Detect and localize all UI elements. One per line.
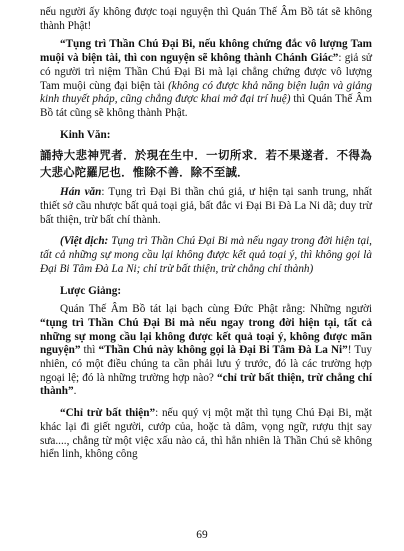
chanting-vow-text: : giả sử có người trì niệm Thần Chú Đại Bi mà lại chẳng chứng được vô lượng Tam muội cùng đại biện tài [40,52,372,92]
commentary-text-4: . [73,385,77,398]
commentary-text-1: Quán Thế Âm Bồ tát lại bạch cùng Đức Phật rằng: Những người [60,303,372,316]
intro-paragraph: nếu người ấy không được toại nguyện thì Quán Thế Âm Bồ tát sẽ không thành Phật! [40,6,372,32]
translation-label: (Việt dịch: [60,235,109,248]
commentary-quote-2: “Thần Chú này không gọi là Đại Bi Tâm Đà La Ni” [98,344,348,357]
commentary-text-3: ! Tuy nhiên, có một điều chúng ta cần phải lưu ý trước, đó là các trường hợp ngoại lệ; đó là những trường hợp nào? [40,344,373,384]
sutra-chinese-text: 誦持大悲神咒者．於現在生中．一切所求．若不果遂者．不得為大悲心陀羅尼也．惟除不善．除不至誠． [40,148,372,180]
exception-paragraph [40,407,372,462]
exception-quote: “Chỉ trừ bất thiện” [60,407,156,420]
chanting-vow-tail: thì Quán Thế Âm Bồ tát cũng sẽ không thành Phật. [40,93,373,119]
translation-text: Tụng trì Thần Chú Đại Bi mà nếu ngay trong đời hiện tại, tất cả những sự mong cầu lại không được kết quả toại ý, thì không gọi là Đại Bi Tâm Đà La Ni; chỉ trừ bất thiện, trừ chẳng chí thành) [40,235,372,275]
chanting-vow-paragraph [40,38,372,120]
commentary-quote-3: “chỉ trừ bất thiện, trừ chẳng chí thành” [40,371,372,398]
translation-paragraph [40,235,372,276]
commentary-heading: Lược Giảng: [60,284,122,297]
transliteration-label: Hán văn [60,186,102,199]
commentary-text-2: thì [80,344,99,357]
chanting-vow-note: (không có được khả năng biện luận và giảng kinh thuyết pháp, cũng chẳng được khai mở đại trí huệ) [40,79,373,106]
page-number: 69 [196,529,208,542]
transliteration-paragraph [40,186,372,227]
exception-text: : nếu quý vị một mặt thì tụng Chú Đại Bi, mặt khác lại đi giết người, cướp của, hoặc tà dâm, vọng ngữ, rượu thịt say sưa...., chẳng từ một việc xấu nào cả, thì hẳn nhiên là Thần Chú sẽ không hiển linh, không công [40,407,372,461]
sutra-heading: Kinh Văn: [60,128,111,141]
commentary-quote-1: “tụng trì Thần Chú Đại Bi mà nếu ngay trong đời hiện tại, tất cả những sự mong cầu lại không được kết quả toại ý, không được mãn nguyện” [40,316,372,357]
commentary-paragraph [40,303,372,399]
chanting-vow-quote: “Tụng trì Thần Chú Đại Bi, nếu không chứng đắc vô lượng Tam muội và biện tài, thì con nguyện sẽ không thành Chánh Giác” [40,38,372,65]
transliteration-text: : Tụng trì Đại Bi thần chú giả, ư hiện tại sanh trung, nhất thiết sở cầu nhược bất quả toại giả, bất đắc vi Đại Bi Đà La Ni dã; duy trừ bất thiện, trừ bất chí thành. [40,186,372,226]
